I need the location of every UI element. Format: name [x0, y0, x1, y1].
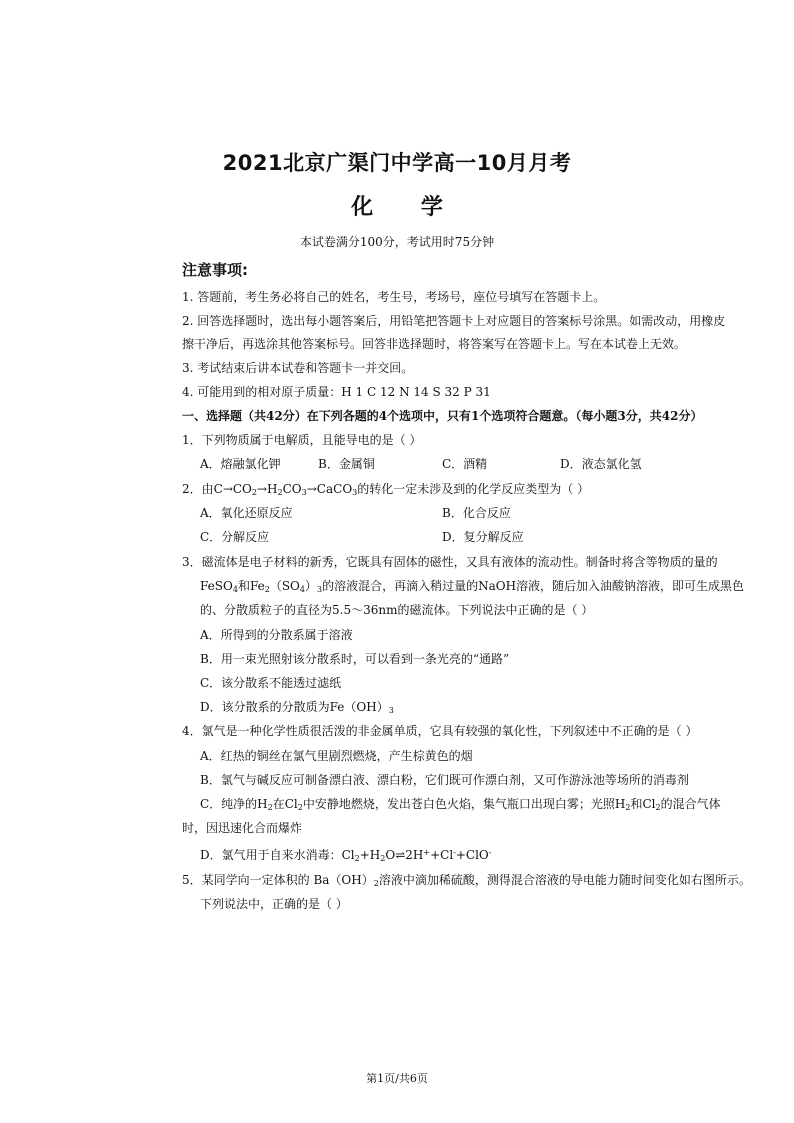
- notice-item-2-cont: 擦干净后，再选涂其他答案标号。回答非选择题时，将答案写在答题卡上。写在本试卷上无效。: [182, 337, 687, 351]
- q4-option-d: D．氯气用于自来水消毒：$Cl_2+H_2O\rightleftharpoons 2H^++Cl^-+ClO^-$: [200, 848, 492, 863]
- q1-option-c: C．酒精: [442, 457, 488, 471]
- q3-option-b: B．用一束光照射该分散系时，可以看到一条光亮的“通路”: [200, 652, 510, 666]
- q2-option-a: A．氧化还原反应: [200, 506, 293, 520]
- page-title: 2021北京广渠门中学高一10月月考: [222, 151, 572, 175]
- q2-option-c: C．分解反应: [200, 530, 270, 544]
- q3-stem-line3: 的、分散质粒子的直径为5.5～36nm的磁流体。下列说法中正确的是（ ）: [200, 603, 594, 617]
- q1-stem: 1．下列物质属于电解质，且能导电的是（ ）: [182, 433, 422, 447]
- subject-title: 化 学: [351, 195, 443, 220]
- exam-info: 本试卷满分100分，考试用时75分钟: [299, 235, 495, 249]
- notice-heading: 注意事项:: [182, 261, 248, 279]
- q4-option-b: B．氯气与碱反应可制备漂白液、漂白粉，它们既可作漂白剂，又可作游泳池等场所的消毒剂: [200, 773, 689, 787]
- q3-option-d: D．该分散系的分散质为$Fe(OH)_3$: [200, 700, 394, 715]
- q1-option-b: B．金属铜: [318, 457, 375, 471]
- q2-option-b: B．化合反应: [442, 506, 511, 520]
- notice-item-2: 2. 回答选择题时，选出每小题答案后，用铅笔把答题卡上对应题目的答案标号涂黑。如需改动，用橡皮: [182, 314, 726, 328]
- q5-stem-line1: 5．某同学向一定体积的 $Ba(OH)_2$溶液中滴加稀硫酸，测得混合溶液的导电能力随时间变化如右图所示。: [182, 873, 751, 888]
- notice-item-1: 1. 答题前，考生务必将自己的姓名，考生号，考场号，座位号填写在答题卡上。: [182, 290, 606, 304]
- q5-stem-line2: 下列说法中，正确的是（ ）: [200, 897, 348, 911]
- q1-option-d: D．液态氯化氢: [560, 457, 642, 471]
- page-number: 第1页/共6页: [366, 1072, 428, 1085]
- q4-stem: 4．氯气是一种化学性质很活泼的非金属单质，它具有较强的氧化性，下列叙述中不正确的是（ ）: [182, 724, 698, 738]
- q4-option-a: A．红热的铜丝在氯气里剧烈燃烧，产生棕黄色的烟: [200, 749, 473, 763]
- notice-item-4: 4. 可能用到的相对原子质量：H 1 C 12 N 14 S 32 P 31: [182, 385, 491, 399]
- q3-option-a: A．所得到的分散系属于溶液: [200, 628, 353, 642]
- q3-stem-line2: FeSO$_4$和$Fe_2(SO_4)_3$的溶液混合，再滴入稍过量的NaOH溶液，随后加入油酸钠溶液，即可生成黑色: [200, 579, 745, 594]
- q2-option-d: D．复分解反应: [442, 530, 524, 544]
- q3-stem-line1: 3．磁流体是电子材料的新秀，它既具有固体的磁性，又具有液体的流动性。制备时将含等物质的量的: [182, 555, 718, 569]
- q1-option-a: A．熔融氯化钾: [200, 457, 281, 471]
- q3-option-c: C．该分散系不能透过滤纸: [200, 676, 342, 690]
- notice-item-3: 3. 考试结束后讲本试卷和答题卡一并交回。: [182, 361, 414, 375]
- q4-option-c-cont: 时，因迅速化合而爆炸: [182, 821, 303, 835]
- q4-option-c: C．纯净的$H_2$在$Cl_2$中安静地燃烧，发出苍白色火焰，集气瓶口出现白雾；光照$H_2$和$Cl_2$的混合气体: [200, 797, 721, 812]
- q2-stem: 2．由$C\to CO_2\to H_2CO_3\to CaCO_3$的转化一定未涉及到的化学反应类型为（ ）: [182, 482, 590, 497]
- section-heading: 一、选择题（共42分）在下列各题的4个选项中，只有1个选项符合题意。（每小题3分，共42分）: [182, 409, 703, 423]
